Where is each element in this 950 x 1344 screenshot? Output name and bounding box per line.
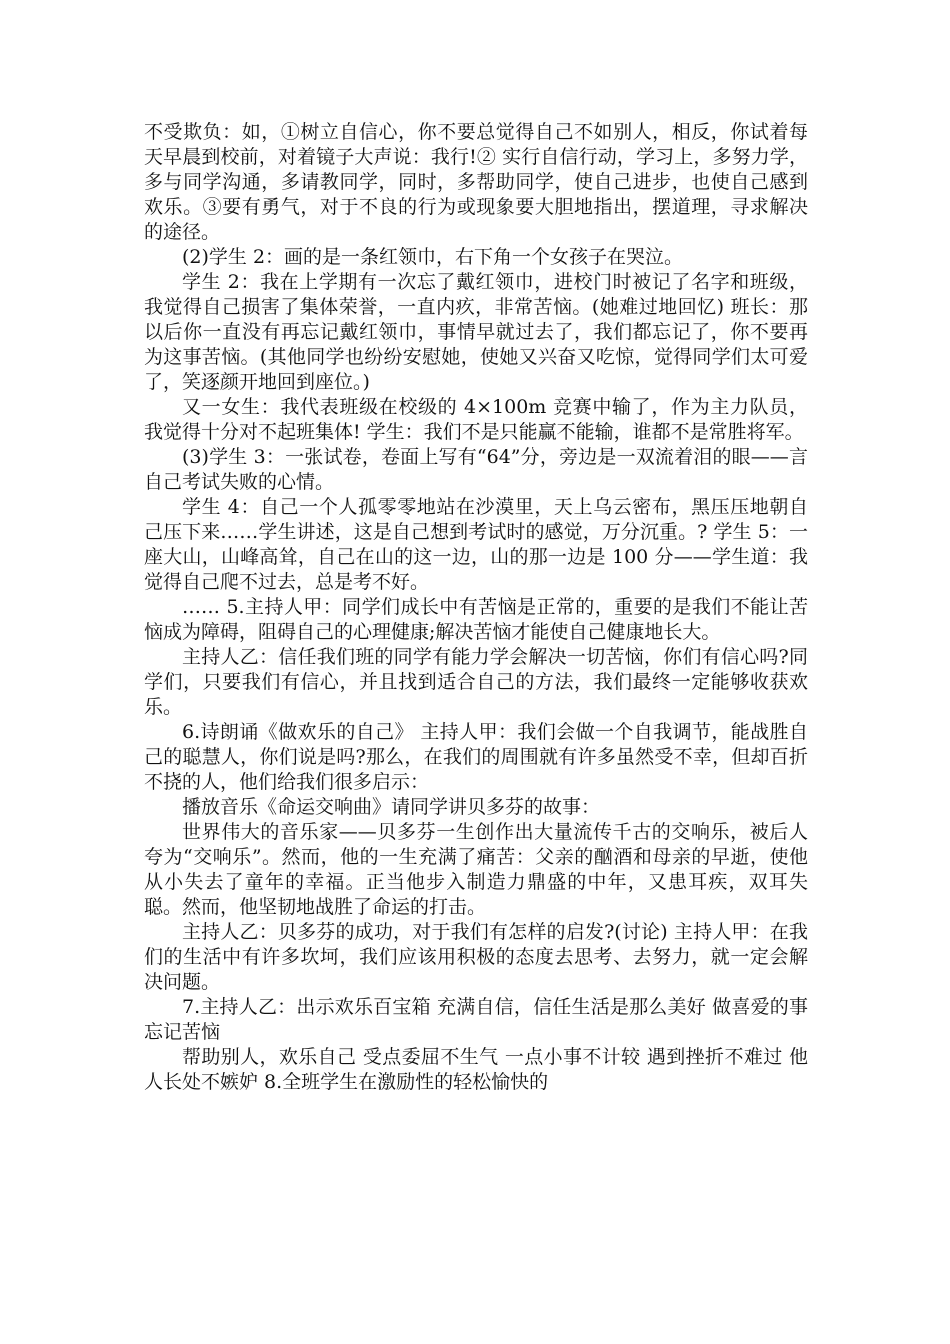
paragraph: 帮助别人，欢乐自己 受点委屈不生气 一点小事不计较 遇到挫折不难过 他人长处不嫉妒 8.全班学生在激励性的轻松愉快的 <box>144 1046 808 1093</box>
paragraph: 主持人乙：信任我们班的同学有能力学会解决一切苦恼，你们有信心吗?同学们，只要我们有信心，并且找到适合自己的方法，我们最终一定能够收获欢乐。 <box>144 646 808 718</box>
paragraph: 播放音乐《命运交响曲》请同学讲贝多芬的故事： <box>182 796 601 818</box>
paragraph: (2)学生 2：画的是一条红领巾，右下角一个女孩子在哭泣。 <box>182 246 684 268</box>
paragraph: 主持人乙：贝多芬的成功，对于我们有怎样的启发?(讨论) 主持人甲：在我们的生活中有许多坎坷，我们应该用积极的态度去思考、去努力，就一定会解决问题。 <box>144 921 808 993</box>
paragraph: (3)学生 3：一张试卷，卷面上写有“64”分，旁边是一双流着泪的眼——言自己考试失败的心情。 <box>144 446 808 493</box>
paragraph: …… 5.主持人甲：同学们成长中有苦恼是正常的，重要的是我们不能让苦恼成为障碍，阻碍自己的心理健康;解决苦恼才能使自己健康地长大。 <box>144 596 808 643</box>
paragraph: 7.主持人乙：出示欢乐百宝箱 充满自信，信任生活是那么美好 做喜爱的事忘记苦恼 <box>144 996 808 1043</box>
paragraph: 学生 2：我在上学期有一次忘了戴红领巾，进校门时被记了名字和班级，我觉得自己损害了集体荣誉，一直内疚，非常苦恼。(她难过地回忆) 班长：那以后你一直没有再忘记戴红领巾，事情早就过去了，我们都忘记了，你不要再为这事苦恼。(其他同学也纷纷安慰她，使她又兴奋又吃惊，觉得同学们太可爱了，笑逐颜开地回到座位。) <box>144 271 808 393</box>
paragraph: 不受欺负：如，①树立自信心，你不要总觉得自己不如别人，相反，你试着每天早晨到校前，对着镜子大声说：我行!② 实行自信行动，学习上，多努力学，多与同学沟通，多请教同学，同时，多帮助同学，使自己进步，也使自己感到欢乐。③要有勇气，对于不良的行为或现象要大胆地指出，摆道理，寻求解决的途径。 <box>144 121 808 243</box>
paragraph: 又一女生：我代表班级在校级的 4×100m 竞赛中输了，作为主力队员，我觉得十分对不起班集体! 学生：我们不是只能赢不能输，谁都不是常胜将军。 <box>144 396 808 443</box>
document-body <box>144 120 808 1095</box>
paragraph: 6.诗朗诵《做欢乐的自己》 主持人甲：我们会做一个自我调节，能战胜自己的聪慧人，你们说是吗?那么，在我们的周围就有许多虽然受不幸，但却百折不挠的人，他们给我们很多启示： <box>144 721 808 793</box>
paragraph: 世界伟大的音乐家——贝多芬一生创作出大量流传千古的交响乐，被后人夸为“交响乐”。然而，他的一生充满了痛苦：父亲的酗酒和母亲的早逝，使他从小失去了童年的幸福。正当他步入制造力鼎盛的中年，又患耳疾，双耳失聪。然而，他坚韧地战胜了命运的打击。 <box>144 821 808 918</box>
paragraph: 学生 4：自己一个人孤零零地站在沙漠里，天上乌云密布，黑压压地朝自己压下来……学生讲述，这是自己想到考试时的感觉，万分沉重。? 学生 5：一座大山，山峰高耸，自己在山的这一边，山的那一边是 100 分——学生道：我觉得自己爬不过去，总是考不好。 <box>144 496 808 593</box>
